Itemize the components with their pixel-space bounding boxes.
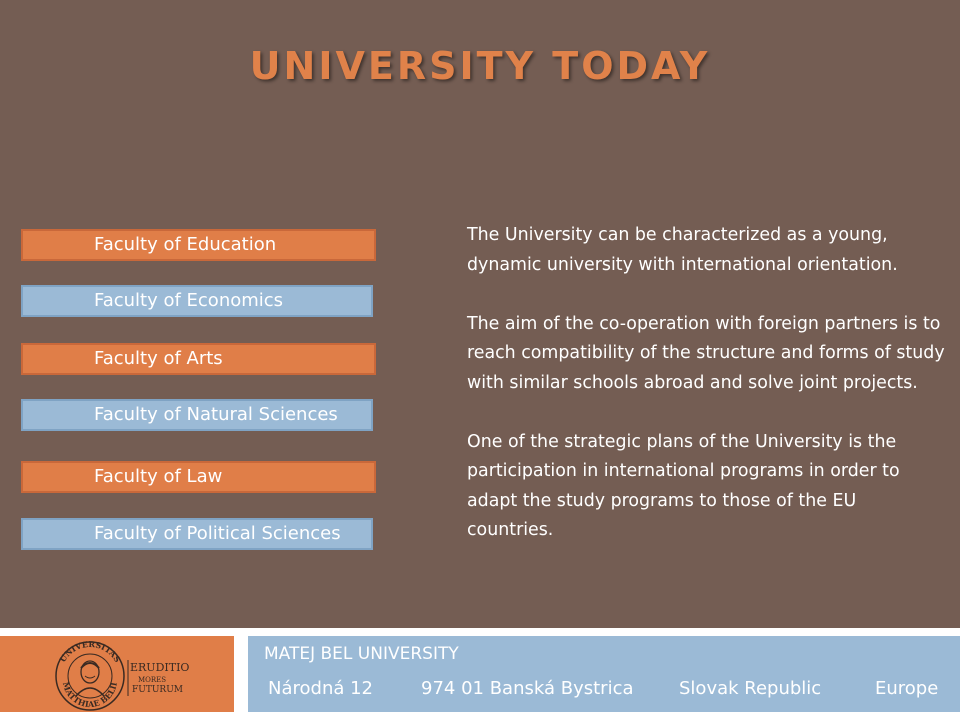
faculty-law-box: Faculty of Law — [21, 461, 376, 493]
address-country: Slovak Republic — [679, 678, 822, 699]
seal-ring-top-text: UNIVERSITAS — [57, 638, 123, 665]
faculty-natural-sciences-box: Faculty of Natural Sciences — [21, 399, 373, 431]
address-continent: Europe — [875, 678, 939, 699]
body-text — [467, 221, 947, 575]
seal-motto-2: MORES — [138, 676, 167, 684]
slide-title: UNIVERSITY TODAY — [249, 44, 711, 88]
faculty-political-sciences-box: Faculty of Political Sciences — [21, 518, 373, 550]
paragraph-strategy: One of the strategic plans of the University is the participation in international programs in order to adapt the study programs to those of the EU countries. — [467, 431, 900, 540]
seal-ring-bottom-text: MATTHIAE BELII — [60, 680, 119, 710]
university-name: MATEJ BEL UNIVERSITY — [264, 644, 459, 664]
paragraph-intro: The University can be characterized as a young, dynamic university with international orientation. — [467, 225, 898, 275]
address-street: Národná 12 — [268, 678, 374, 699]
faculty-education-box: Faculty of Education — [21, 229, 376, 261]
paragraph-cooperation: The aim of the co-operation with foreign partners is to reach compatibility of the structure and forms of study with similar schools abroad and solve joint projects. — [467, 313, 945, 393]
faculty-economics-box: Faculty of Economics — [21, 285, 373, 317]
faculty-arts-box: Faculty of Arts — [21, 343, 376, 375]
seal-motto-3: FUTURUM — [132, 685, 183, 695]
seal-motto-1: ERUDITIO — [130, 661, 190, 674]
university-seal-logo — [52, 636, 192, 712]
address-city: 974 01 Banská Bystrica — [421, 678, 634, 699]
